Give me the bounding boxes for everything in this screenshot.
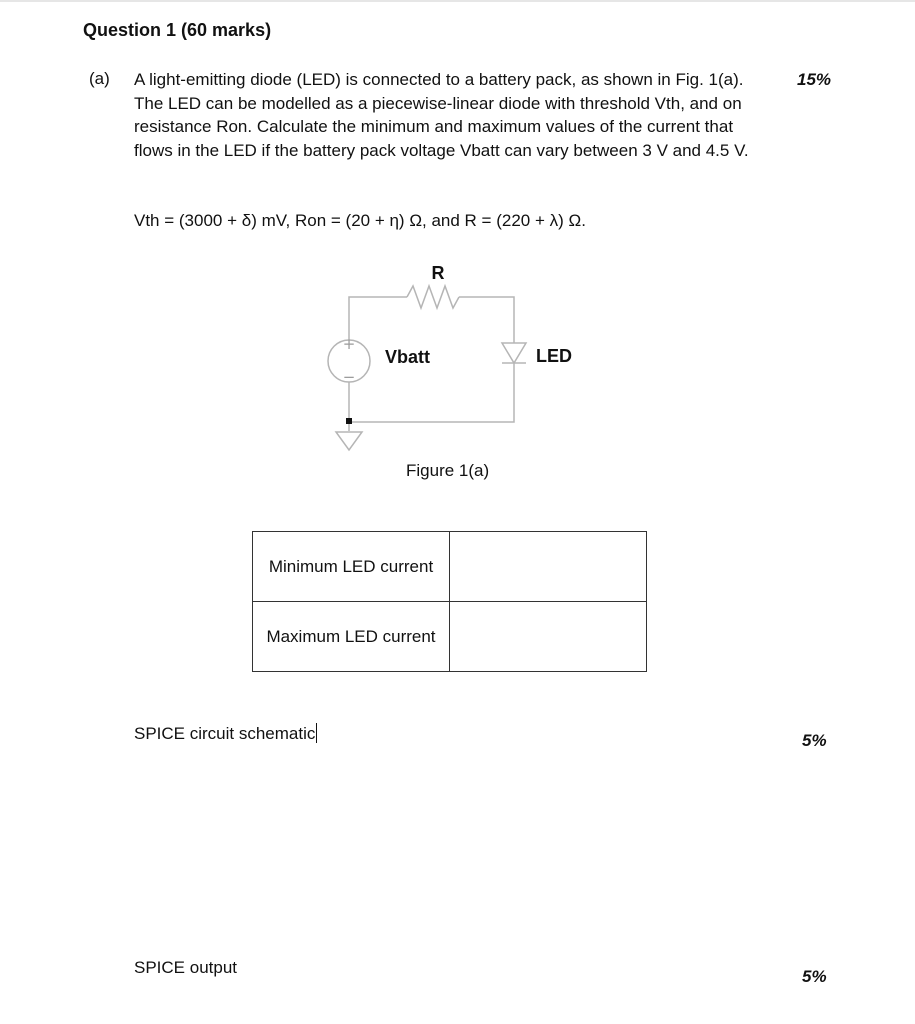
figure-caption: Figure 1(a) — [406, 461, 490, 480]
resistor-symbol — [407, 286, 459, 308]
wire-bottom — [349, 363, 514, 422]
min-current-label: Minimum LED current — [253, 532, 450, 602]
results-table — [252, 531, 647, 672]
ground-symbol — [336, 432, 362, 450]
spice-schematic-section[interactable] — [134, 723, 317, 744]
page-top-border — [0, 0, 915, 2]
wire-top-right — [459, 297, 514, 343]
source-plus-sign: + — [342, 335, 356, 353]
spice-schematic-label: SPICE circuit schematic — [134, 724, 316, 743]
source-label: Vbatt — [385, 347, 430, 367]
table-row — [253, 602, 647, 672]
part-a-label: (a) — [89, 69, 110, 88]
led-symbol — [502, 343, 526, 363]
source-minus-sign: − — [342, 368, 356, 386]
table-row — [253, 532, 647, 602]
circuit-diagram — [310, 255, 590, 460]
ground-node-marker — [346, 418, 352, 424]
text-cursor — [316, 723, 317, 743]
max-current-value-cell[interactable] — [450, 602, 647, 672]
wire-top-left — [349, 297, 407, 340]
question-title: Question 1 (60 marks) — [83, 20, 272, 40]
max-current-label: Maximum LED current — [253, 602, 450, 672]
part-a-description: A light-emitting diode (LED) is connected to a battery pack, as shown in Fig. 1(a). The LED can be modelled as a piecewise-linear diode with threshold Vth, and on resistance Ron. Calculate the minimum and maximum values of the current that flows in the LED if the battery pack voltage Vbatt can vary between 3 V and 4.5 V. — [134, 70, 749, 160]
spice-output-label: SPICE output — [134, 958, 238, 977]
resistor-label: R — [431, 263, 445, 283]
parameter-values: Vth = (3000 + δ) mV, Ron = (20 + η) Ω, and R = (220 + λ) Ω. — [134, 211, 586, 230]
led-label: LED — [536, 346, 572, 366]
spice-schematic-marks: 5% — [802, 731, 827, 750]
min-current-value-cell[interactable] — [450, 532, 647, 602]
spice-output-marks: 5% — [802, 967, 827, 986]
part-a-marks: 15% — [797, 70, 832, 89]
